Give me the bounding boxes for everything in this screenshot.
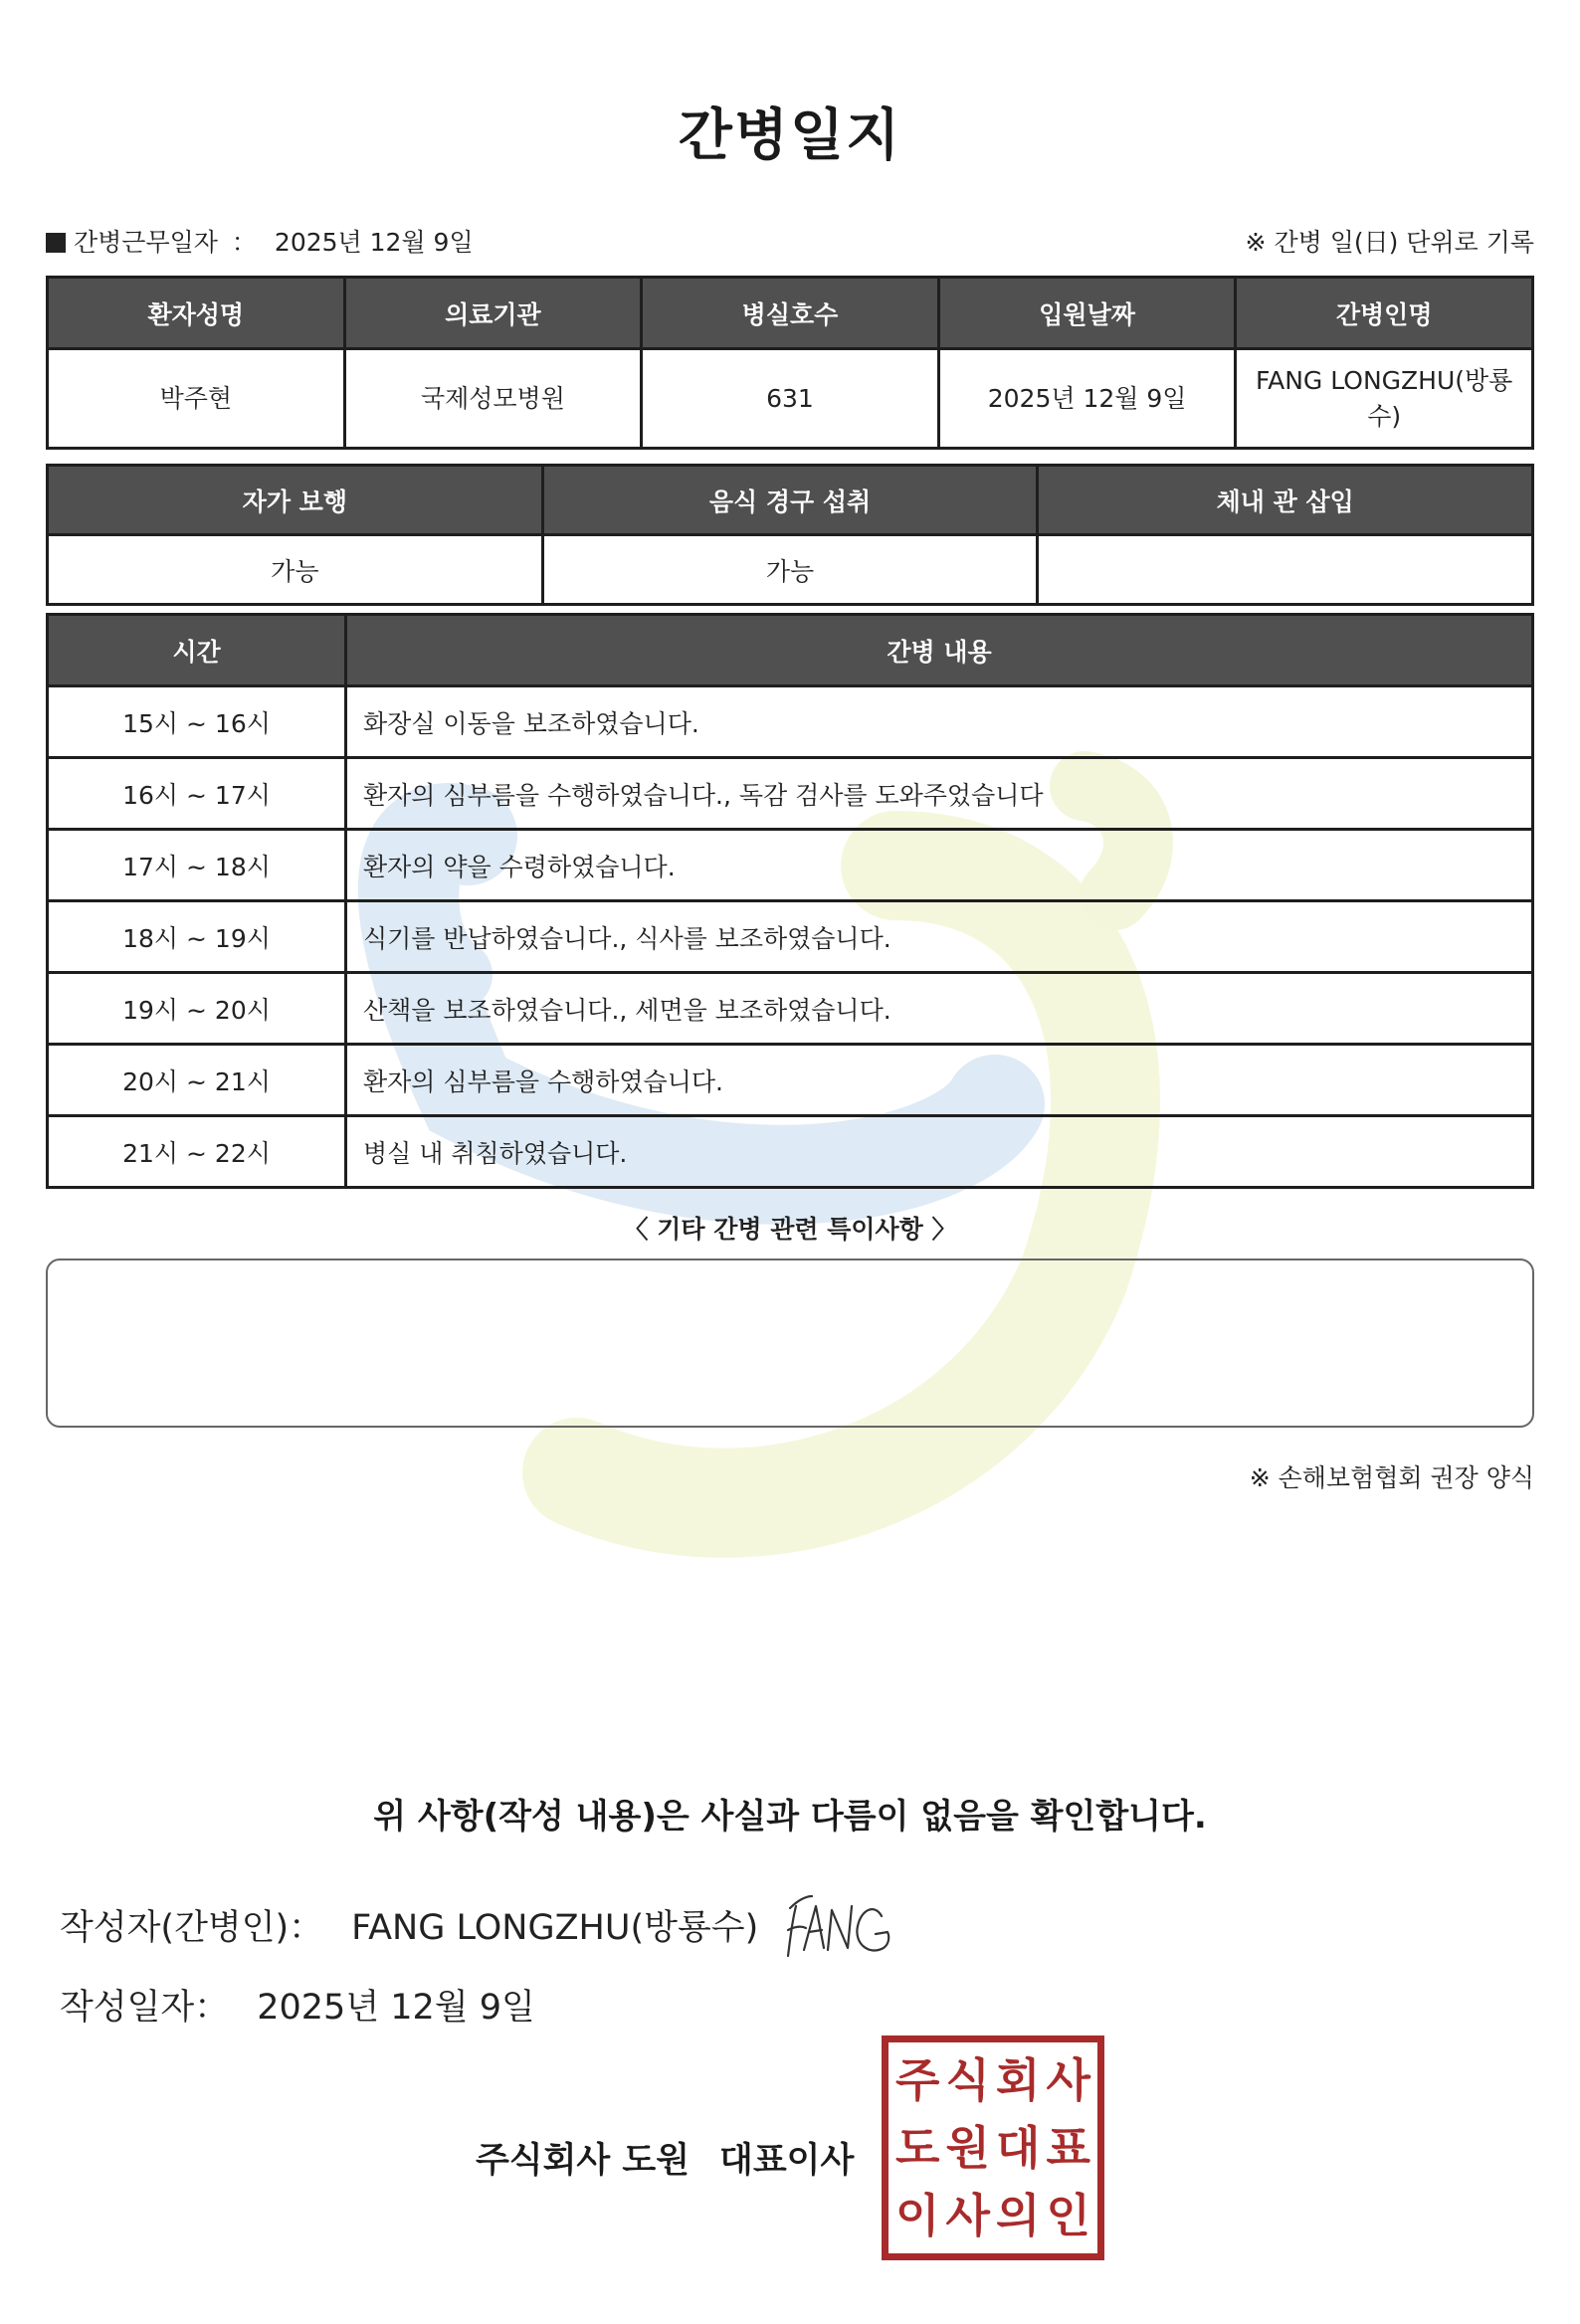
header-hospital: 의료기관: [344, 278, 642, 349]
header-care-content: 간병 내용: [346, 615, 1533, 686]
room-number: 631: [642, 349, 939, 449]
colon: ：: [231, 228, 257, 257]
log-time: 15시 ~ 16시: [48, 686, 346, 758]
patient-status-table: [46, 464, 1534, 606]
log-time: 16시 ~ 17시: [48, 758, 346, 830]
seal-character: 주: [895, 2053, 940, 2107]
writer-row: [60, 1900, 758, 1950]
log-content: 환자의 심부름을 수행하였습니다.: [346, 1045, 1533, 1116]
writer-label: 작성자(간병인)：: [60, 1908, 324, 1948]
log-time: 19시 ~ 20시: [48, 973, 346, 1045]
seal-character: 인: [1046, 2189, 1090, 2242]
table-row: [48, 535, 1533, 605]
work-date-value: 2025년 12월 9일: [274, 228, 474, 257]
seal-character: 의: [996, 2189, 1041, 2242]
log-time: 17시 ~ 18시: [48, 830, 346, 901]
table-header-row: [48, 615, 1533, 686]
header-patient-name: 환자성명: [48, 278, 345, 349]
care-log-table: [46, 613, 1534, 1189]
page-title: 간병일지: [678, 103, 902, 168]
square-bullet-icon: [46, 233, 66, 253]
header-room-number: 병실호수: [642, 278, 939, 349]
company-signature-line: [476, 2133, 854, 2183]
table-row: [48, 1116, 1533, 1188]
header-oral-intake: 음식 경구 섭취: [542, 466, 1038, 535]
table-row: [48, 349, 1533, 449]
table-header-row: [48, 278, 1533, 349]
company-seal-stamp: [882, 2035, 1104, 2260]
log-content: 환자의 약을 수령하였습니다.: [346, 830, 1533, 901]
header-self-walking: 자가 보행: [48, 466, 543, 535]
seal-character: 이: [895, 2189, 940, 2242]
table-header-row: [48, 466, 1533, 535]
patient-name: 박주현: [48, 349, 345, 449]
confirmation-statement: 위 사항(작성 내용)은 사실과 다름이 없음을 확인합니다.: [373, 1797, 1207, 1837]
seal-character: 사: [1046, 2053, 1090, 2107]
log-content: 식기를 반납하였습니다., 식사를 보조하였습니다.: [346, 901, 1533, 973]
log-content: 환자의 심부름을 수행하였습니다., 독감 검사를 도와주었습니다: [346, 758, 1533, 830]
tube-insertion-value: [1038, 535, 1533, 605]
work-date-label: 간병근무일자: [74, 228, 218, 257]
log-content: 화장실 이동을 보조하였습니다.: [346, 686, 1533, 758]
written-date-row: [60, 1980, 535, 2030]
patient-info-table: [46, 276, 1534, 450]
representative-title: 대표이사: [719, 2141, 855, 2181]
special-notes-box: [46, 1259, 1534, 1428]
header-time: 시간: [48, 615, 346, 686]
seal-character: 회: [996, 2053, 1041, 2107]
seal-character: 표: [1046, 2121, 1090, 2175]
work-date-info: [46, 223, 474, 259]
seal-character: 사: [945, 2189, 990, 2242]
table-row: [48, 758, 1533, 830]
log-time: 18시 ~ 19시: [48, 901, 346, 973]
written-date-value: 2025년 12월 9일: [257, 1988, 535, 2028]
caregiver-name: FANG LONGZHU(방룡수): [1236, 349, 1533, 449]
company-name: 주식회사 도원: [476, 2141, 691, 2181]
table-row: [48, 973, 1533, 1045]
log-content: 산책을 보조하였습니다., 세면을 보조하였습니다.: [346, 973, 1533, 1045]
form-source-note: ※ 손해보험협회 권장 양식: [1249, 1463, 1534, 1492]
special-notes-heading: 〈 기타 간병 관련 특이사항 〉: [623, 1215, 957, 1244]
handwritten-signature: [782, 1886, 911, 1966]
table-row: [48, 901, 1533, 973]
meta-row: [46, 223, 1534, 259]
seal-character: 대: [996, 2121, 1041, 2175]
table-row: [48, 686, 1533, 758]
writer-name: FANG LONGZHU(방룡수): [351, 1908, 759, 1948]
admission-date: 2025년 12월 9일: [938, 349, 1236, 449]
self-walking-value: 가능: [48, 535, 543, 605]
log-time: 21시 ~ 22시: [48, 1116, 346, 1188]
log-content: 병실 내 취침하였습니다.: [346, 1116, 1533, 1188]
unit-note: ※ 간병 일(日) 단위로 기록: [1245, 228, 1534, 257]
oral-intake-value: 가능: [542, 535, 1038, 605]
seal-character: 식: [945, 2053, 990, 2107]
header-admission-date: 입원날짜: [938, 278, 1236, 349]
log-time: 20시 ~ 21시: [48, 1045, 346, 1116]
header-caregiver-name: 간병인명: [1236, 278, 1533, 349]
seal-character: 도: [895, 2121, 940, 2175]
written-date-label: 작성일자：: [60, 1988, 230, 2028]
hospital-name: 국제성모병원: [344, 349, 642, 449]
table-row: [48, 830, 1533, 901]
header-tube-insertion: 체내 관 삽입: [1038, 466, 1533, 535]
table-row: [48, 1045, 1533, 1116]
seal-character: 원: [945, 2121, 990, 2175]
